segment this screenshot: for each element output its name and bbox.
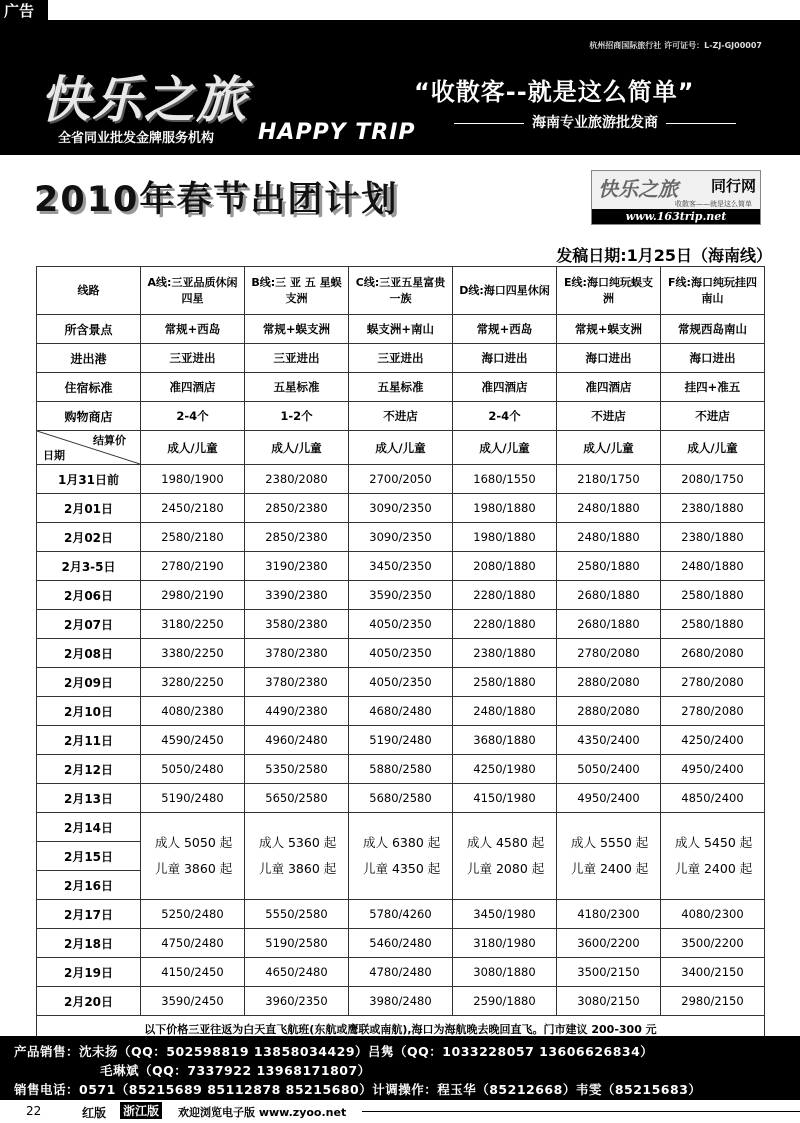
price-cell: 2880/2080 [557,697,661,726]
price-cell: 4050/2350 [349,610,453,639]
price-cell: 2080/1880 [453,552,557,581]
price-cell: 1980/1880 [453,523,557,552]
date-cell: 2月11日 [37,726,141,755]
price-row [37,929,765,958]
license-text: 杭州招商国际旅行社 许可证号：L-ZJ-GJ00007 [589,41,762,50]
price-cell: 1680/1550 [453,465,557,494]
price-cell: 4490/2380 [245,697,349,726]
price-cell: 2480/1880 [453,697,557,726]
info-cell: 常规西岛南山 [661,315,765,344]
peak-price-cell [349,813,453,900]
price-cell: 2380/2080 [245,465,349,494]
date-cell: 2月01日 [37,494,141,523]
price-cell: 3780/2380 [245,668,349,697]
price-cell: 4150/2450 [141,958,245,987]
info-row-label: 进出港 [37,344,141,373]
price-cell: 3500/2200 [661,929,765,958]
info-row-label: 所含景点 [37,315,141,344]
price-row [37,755,765,784]
info-cell: 准四酒店 [557,373,661,402]
info-cell: 蜈支洲+南山 [349,315,453,344]
price-cell: 2680/1880 [557,610,661,639]
price-cell: 4350/2400 [557,726,661,755]
badge-logo: 快乐之旅 [598,177,678,201]
price-cell: 4960/2480 [245,726,349,755]
brand-english: HAPPY TRIP [258,120,416,145]
brand-logo: 快乐之旅 [40,70,248,129]
info-cell: 2-4个 [453,402,557,431]
price-row [37,784,765,813]
price-cell: 4080/2380 [141,697,245,726]
price-cell: 5190/2580 [245,929,349,958]
info-cell: 不进店 [349,402,453,431]
peak-child-price: 儿童 2400 起 [571,861,649,876]
price-cell: 2450/2180 [141,494,245,523]
peak-child-price: 儿童 2400 起 [675,861,753,876]
info-row [37,373,765,402]
price-cell: 2780/2190 [141,552,245,581]
peak-adult-price: 成人 5360 起 [259,835,337,850]
price-cell: 4150/1980 [453,784,557,813]
price-unit-label: 成人/儿童 [245,431,349,465]
price-cell: 2480/1880 [557,523,661,552]
info-cell: 常规+蜈支洲 [557,315,661,344]
price-unit-label: 成人/儿童 [661,431,765,465]
price-cell: 2580/2180 [141,523,245,552]
price-cell: 5190/2480 [141,784,245,813]
date-cell: 2月20日 [37,987,141,1016]
price-cell: 2680/1880 [557,581,661,610]
price-cell: 4050/2350 [349,639,453,668]
price-cell: 3280/2250 [141,668,245,697]
price-cell: 4590/2450 [141,726,245,755]
price-cell: 2680/2080 [661,639,765,668]
price-cell: 2590/1880 [453,987,557,1016]
price-cell: 1980/1880 [453,494,557,523]
price-cell: 4850/2400 [661,784,765,813]
date-cell: 2月19日 [37,958,141,987]
price-cell: 2380/1880 [661,523,765,552]
price-row [37,494,765,523]
price-cell: 2700/2050 [349,465,453,494]
price-row [37,552,765,581]
price-cell: 4080/2300 [661,900,765,929]
ad-label: 广告 [0,0,48,22]
price-cell: 2780/2080 [661,697,765,726]
price-row [37,900,765,929]
info-cell: 常规+西岛 [453,315,557,344]
info-cell: 五星标准 [245,373,349,402]
price-cell: 2380/1880 [453,639,557,668]
date-cell: 2月13日 [37,784,141,813]
route-name: D线:海口四星休闲 [453,267,557,315]
price-cell: 2850/2380 [245,523,349,552]
price-cell: 3600/2200 [557,929,661,958]
price-row [37,987,765,1016]
info-row-label: 购物商店 [37,402,141,431]
date-cell: 2月17日 [37,900,141,929]
price-cell: 2080/1750 [661,465,765,494]
peak-adult-price: 成人 5550 起 [571,835,649,850]
page-footer [0,1100,800,1123]
route-name: B线:三 亚 五 星蜈支洲 [245,267,349,315]
price-cell: 2180/1750 [557,465,661,494]
badge-suffix: 同行网 [710,177,756,195]
date-cell: 2月08日 [37,639,141,668]
peak-price-cell [453,813,557,900]
price-cell: 5780/4260 [349,900,453,929]
route-name: A线:三亚品质休闲四星 [141,267,245,315]
price-cell: 3380/2250 [141,639,245,668]
price-unit-label: 成人/儿童 [557,431,661,465]
website-badge [591,170,761,225]
peak-adult-price: 成人 4580 起 [467,835,545,850]
info-cell: 海口进出 [557,344,661,373]
info-cell: 三亚进出 [245,344,349,373]
price-cell: 4750/2480 [141,929,245,958]
route-header-row [37,267,765,315]
date-cell: 2月09日 [37,668,141,697]
diag-top-label: 结算价 [93,434,126,447]
info-cell: 1-2个 [245,402,349,431]
price-cell: 3680/1880 [453,726,557,755]
price-cell: 2780/2080 [557,639,661,668]
date-cell: 2月3-5日 [37,552,141,581]
price-cell: 4950/2400 [557,784,661,813]
date-cell: 2月10日 [37,697,141,726]
price-cell: 5350/2580 [245,755,349,784]
price-cell: 3080/2150 [557,987,661,1016]
price-row [37,958,765,987]
peak-price-cell [245,813,349,900]
edition-label: 红版 [82,1106,107,1120]
price-cell: 3090/2350 [349,494,453,523]
date-cell: 2月15日 [37,842,141,871]
price-cell: 3390/2380 [245,581,349,610]
info-cell: 三亚进出 [141,344,245,373]
info-cell: 三亚进出 [349,344,453,373]
price-cell: 5550/2580 [245,900,349,929]
peak-adult-price: 成人 5050 起 [155,835,233,850]
date-cell: 2月18日 [37,929,141,958]
price-cell: 3090/2350 [349,523,453,552]
route-name: C线:三亚五星富贵一族 [349,267,453,315]
price-row [37,581,765,610]
info-cell: 不进店 [557,402,661,431]
price-unit-label: 成人/儿童 [349,431,453,465]
price-row [37,726,765,755]
date-cell: 2月07日 [37,610,141,639]
badge-url: www.163trip.net [592,209,760,224]
issue-date: 发稿日期:1月25日（海南线） [556,246,772,265]
peak-price-cell [557,813,661,900]
price-cell: 4050/2350 [349,668,453,697]
route-label: 线路 [37,267,141,315]
price-cell: 4180/2300 [557,900,661,929]
price-cell: 3580/2380 [245,610,349,639]
info-cell: 五星标准 [349,373,453,402]
price-cell: 3500/2150 [557,958,661,987]
price-cell: 2580/1880 [661,581,765,610]
price-cell: 4250/2400 [661,726,765,755]
page-title: 2010年春节出团计划 [34,180,399,220]
info-row [37,344,765,373]
info-cell: 准四酒店 [453,373,557,402]
price-cell: 5190/2480 [349,726,453,755]
province-label: 浙江版 [120,1102,162,1119]
price-cell: 3180/1980 [453,929,557,958]
price-cell: 1980/1900 [141,465,245,494]
price-cell: 3450/2350 [349,552,453,581]
info-cell: 海口进出 [453,344,557,373]
price-cell: 2480/1880 [557,494,661,523]
price-cell: 5460/2480 [349,929,453,958]
price-cell: 4680/2480 [349,697,453,726]
price-unit-label: 成人/儿童 [141,431,245,465]
price-cell: 3080/1880 [453,958,557,987]
diagonal-header-cell [37,431,141,465]
price-cell: 2980/2150 [661,987,765,1016]
price-cell: 5650/2580 [245,784,349,813]
price-row [37,668,765,697]
info-cell: 常规+蜈支洲 [245,315,349,344]
price-cell: 5880/2580 [349,755,453,784]
contact-footer [0,1036,800,1100]
page-number: 22 [26,1104,42,1118]
info-cell: 挂四+准五 [661,373,765,402]
peak-child-price: 儿童 2080 起 [467,861,545,876]
price-cell: 2580/1880 [661,610,765,639]
date-cell: 2月12日 [37,755,141,784]
price-row [37,610,765,639]
info-row [37,402,765,431]
price-cell: 5250/2480 [141,900,245,929]
price-cell: 2380/1880 [661,494,765,523]
price-cell: 4250/1980 [453,755,557,784]
info-cell: 2-4个 [141,402,245,431]
info-cell: 常规+西岛 [141,315,245,344]
price-cell: 3590/2350 [349,581,453,610]
price-cell: 3590/2450 [141,987,245,1016]
info-cell: 海口进出 [661,344,765,373]
price-cell: 2280/1880 [453,610,557,639]
price-cell: 3400/2150 [661,958,765,987]
brand-subtitle: 全省同业批发金牌服务机构 [58,131,215,146]
peak-child-price: 儿童 3860 起 [259,861,337,876]
price-cell: 3780/2380 [245,639,349,668]
price-cell: 2980/2190 [141,581,245,610]
price-row [37,697,765,726]
price-cell: 2580/1880 [557,552,661,581]
price-cell: 5050/2400 [557,755,661,784]
peak-row [37,813,765,842]
header-banner [0,22,800,155]
price-cell: 2480/1880 [661,552,765,581]
badge-slogan: 收散客——就是这么简单 [675,200,752,208]
price-cell: 2850/2380 [245,494,349,523]
price-cell: 4780/2480 [349,958,453,987]
sales-contacts: 产品销售：沈未扬（QQ：502598819 13858034429）吕隽（QQ：1033228057 13606626834） [14,1044,654,1059]
slogan: “收散客--就是这么简单” [414,78,695,106]
price-row [37,523,765,552]
price-unit-label: 成人/儿童 [453,431,557,465]
price-table [36,266,765,1042]
price-cell: 3450/1980 [453,900,557,929]
price-cell: 3980/2480 [349,987,453,1016]
sales-contact-extra: 毛琳斌（QQ：7337922 13968171807） [100,1063,371,1078]
epaper-slogan: 欢迎浏览电子版 www.zyoo.net [178,1106,347,1119]
date-cell: 2月14日 [37,813,141,842]
peak-child-price: 儿童 3860 起 [155,861,233,876]
peak-adult-price: 成人 6380 起 [363,835,441,850]
info-cell: 准四酒店 [141,373,245,402]
info-cell: 不进店 [661,402,765,431]
price-cell: 3180/2250 [141,610,245,639]
info-row [37,315,765,344]
price-cell: 2580/1880 [453,668,557,697]
price-cell: 2880/2080 [557,668,661,697]
date-cell: 2月16日 [37,871,141,900]
price-cell: 2780/2080 [661,668,765,697]
diag-bottom-label: 日期 [43,449,65,462]
price-cell: 3190/2380 [245,552,349,581]
flight-note: 以下价格三亚往返为白天直飞航班(东航或鹰联或南航),海口为海航晚去晚回直飞。门市建议 200-300 元 [37,1016,765,1042]
price-cell: 2280/1880 [453,581,557,610]
price-row [37,465,765,494]
price-cell: 5680/2580 [349,784,453,813]
phone-contacts: 销售电话：0571（85215689 85112878 85215680）计调操作：程玉华（85212668）韦雯（85215683） [14,1082,702,1097]
route-name: E线:海口纯玩蜈支洲 [557,267,661,315]
price-cell: 4650/2480 [245,958,349,987]
date-cell: 1月31日前 [37,465,141,494]
peak-child-price: 儿童 4350 起 [363,861,441,876]
date-cell: 2月02日 [37,523,141,552]
date-cell: 2月06日 [37,581,141,610]
price-row [37,639,765,668]
route-name: F线:海口纯玩挂四南山 [661,267,765,315]
slogan-subtitle: 海南专业旅游批发商 [410,112,780,132]
info-row-label: 住宿标准 [37,373,141,402]
peak-adult-price: 成人 5450 起 [675,835,753,850]
price-cell: 4950/2400 [661,755,765,784]
peak-price-cell [141,813,245,900]
peak-price-cell [661,813,765,900]
price-header-row [37,431,765,465]
price-cell: 3960/2350 [245,987,349,1016]
price-cell: 5050/2480 [141,755,245,784]
